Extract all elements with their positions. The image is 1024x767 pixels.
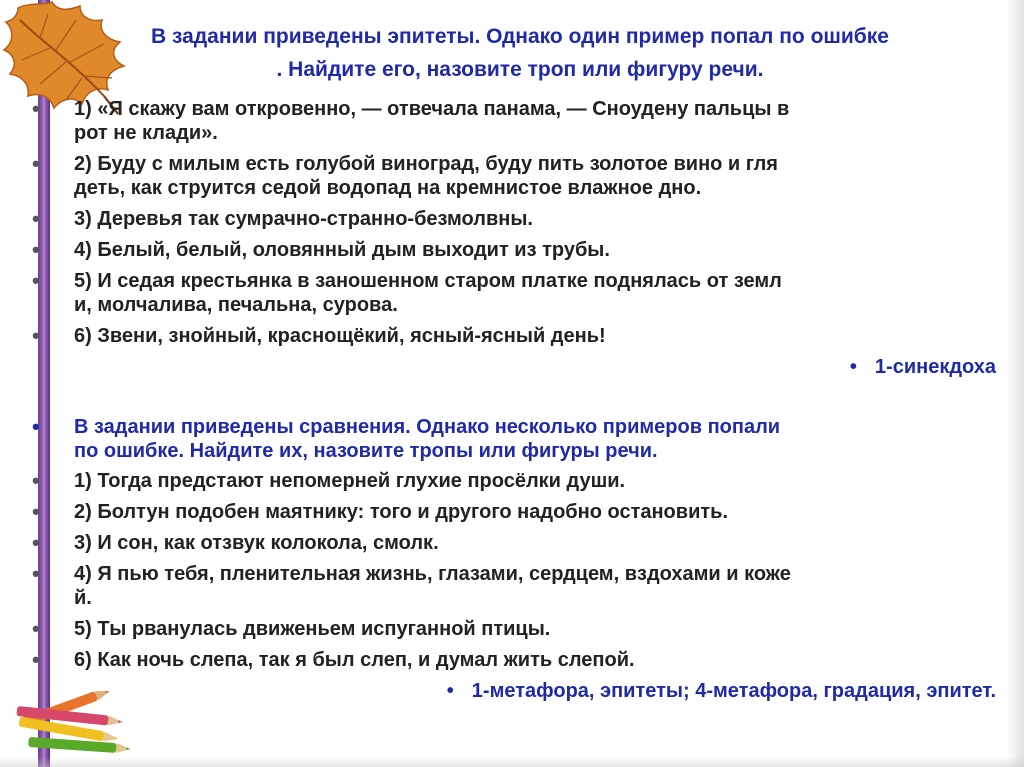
list-item-line: • 4) Белый, белый, оловянный дым выходит из трубы. <box>74 239 610 261</box>
list-item-line: • 5) И седая крестьянка в заношенном старом платке поднялась от земл <box>74 270 782 292</box>
list-item-line: • 2) Буду с милым есть голубой виноград, буду пить золотое вино и гля <box>74 153 778 175</box>
list-item <box>74 531 1004 555</box>
answer-1 <box>74 355 1004 379</box>
list-item-line: и, молчалива, печальна, сурова. <box>74 294 398 316</box>
list-item <box>74 207 1004 231</box>
list-item-line: • 6) Звени, знойный, краснощёкий, ясный-ясный день! <box>74 325 606 347</box>
title-line-2: . Найдите его, назовите троп или фигуру речи. <box>276 58 764 81</box>
answer-bullet: • <box>849 356 857 378</box>
heading-line: по ошибке. Найдите их, назовите тропы или фигуры речи. <box>74 440 658 462</box>
list-item <box>74 324 1004 348</box>
right-edge-shadow <box>1006 0 1024 767</box>
list-item-line: деть, как струится седой водопад на кремнистое влажное дно. <box>74 177 702 199</box>
list-item-line: • 1) Тогда предстают непомерней глухие просёлки души. <box>74 470 626 492</box>
list-item <box>74 238 1004 262</box>
list-item-line: • 5) Ты рванулась движеньем испуганной птицы. <box>74 618 551 640</box>
list-item-line: • 3) И сон, как отзвук колокола, смолк. <box>74 532 439 554</box>
list-item-line: й. <box>74 587 92 609</box>
answer-bullet: • <box>446 680 454 702</box>
section-gap <box>74 386 1004 415</box>
slide-title <box>60 20 980 86</box>
answer-1-text: 1-синекдоха <box>874 356 996 378</box>
list-item-line: • 3) Деревья так сумрачно-странно-безмолвны. <box>74 208 533 230</box>
list-item <box>74 97 1004 145</box>
list-item <box>74 269 1004 317</box>
slide-content <box>74 97 1004 710</box>
list-item-line: • 1) «Я скажу вам откровенно, — отвечала панама, — Сноудену пальцы в <box>74 98 790 120</box>
bottom-edge-shadow <box>0 757 1024 767</box>
list-item <box>74 152 1004 200</box>
list-item-line: • 4) Я пью тебя, пленительная жизнь, глазами, сердцем, вздохами и коже <box>74 563 791 585</box>
list-item <box>74 500 1004 524</box>
list-item-line: рот не клади». <box>74 122 218 144</box>
section-2-heading <box>74 415 1004 463</box>
list-item-line: • 2) Болтун подобен маятнику: того и другого надобно остановить. <box>74 501 729 523</box>
list-item-line: • 6) Как ночь слепа, так я был слеп, и думал жить слепой. <box>74 649 635 671</box>
list-item <box>74 648 1004 672</box>
heading-line: • В задании приведены сравнения. Однако несколько примеров попали <box>74 416 781 438</box>
answer-2-text: 1-метафора, эпитеты; 4-метафора, градация, эпитет. <box>471 680 996 702</box>
title-line-1: В задании приведены эпитеты. Однако один пример попал по ошибке <box>151 25 889 48</box>
answer-2 <box>74 679 1004 703</box>
list-item <box>74 469 1004 493</box>
list-item <box>74 617 1004 641</box>
list-item <box>74 562 1004 610</box>
